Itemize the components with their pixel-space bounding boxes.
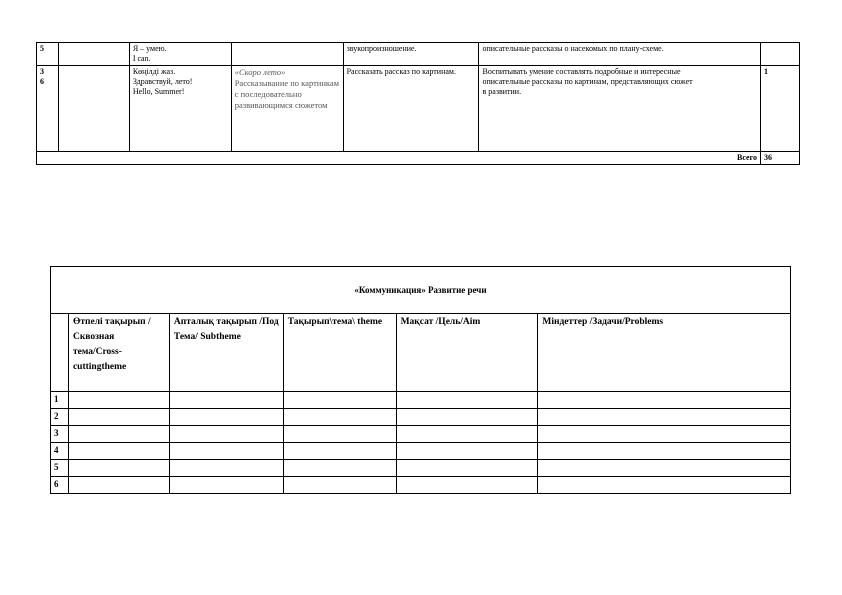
theme-title: «Скоро лето» — [234, 67, 286, 77]
subtheme-ru: Здравствуй, лето! — [132, 77, 193, 86]
table-row — [51, 409, 791, 426]
aim-cell: Рассказать рассказ по картинам. — [343, 66, 479, 152]
row-number-part: 3 — [40, 67, 44, 76]
theme-cell — [231, 66, 343, 152]
cell — [396, 443, 538, 460]
tasks-line: описательные рассказы по картинам, представляющих сюжет — [482, 77, 693, 86]
tasks-cell — [479, 66, 761, 152]
table-row — [37, 66, 800, 152]
row-number-part: 6 — [40, 77, 44, 86]
row-number: 6 — [51, 477, 69, 494]
row-number: 4 — [51, 443, 69, 460]
cell — [68, 409, 169, 426]
cell — [169, 443, 283, 460]
cell — [538, 443, 791, 460]
cell — [538, 460, 791, 477]
table-title: «Коммуникация» Развитие речи — [51, 267, 791, 314]
aim-cell: звукопроизношение. — [343, 43, 479, 66]
subtheme-en: I can. — [132, 54, 151, 63]
cell — [169, 477, 283, 494]
cell — [68, 443, 169, 460]
cell — [169, 392, 283, 409]
cell — [396, 460, 538, 477]
cell — [396, 409, 538, 426]
cell — [68, 477, 169, 494]
header-empty — [51, 314, 69, 392]
cell — [283, 443, 396, 460]
header-row — [51, 314, 791, 392]
cell — [396, 426, 538, 443]
cell — [283, 460, 396, 477]
header-theme: Тақырып\тема\ theme — [283, 314, 396, 392]
tasks-cell: описательные рассказы о насекомых по плану-схеме. — [479, 43, 761, 66]
subtheme-ru: Я – умею. — [132, 44, 167, 53]
theme-description: Рассказывание по картинкам с последовательно развивающимся сюжетом — [234, 78, 340, 110]
header-aim: Мақсат /Цель/Aim — [396, 314, 538, 392]
cell — [283, 477, 396, 494]
plan-table-top — [36, 42, 800, 165]
cell — [538, 392, 791, 409]
cell — [68, 460, 169, 477]
subtheme-en: Hello, Summer! — [132, 87, 185, 96]
empty-cell — [58, 43, 129, 66]
empty-cell — [231, 43, 343, 66]
hours-cell — [761, 43, 800, 66]
cell — [283, 409, 396, 426]
cell — [538, 477, 791, 494]
table-row — [51, 426, 791, 443]
total-label: Всего — [37, 152, 761, 165]
cell — [396, 477, 538, 494]
cell — [169, 426, 283, 443]
total-value: 36 — [761, 152, 800, 165]
row-number: 5 — [37, 43, 59, 66]
row-number: 1 — [51, 392, 69, 409]
cell — [169, 409, 283, 426]
tasks-line: Воспитывать умение составлять подробные и интересные — [482, 67, 681, 76]
tasks-line: в развитии. — [482, 87, 522, 96]
subtheme-cell — [129, 43, 231, 66]
header-subtheme: Апталық тақырып /Под Тема/ Subtheme — [169, 314, 283, 392]
cell — [538, 409, 791, 426]
row-number: 3 — [51, 426, 69, 443]
row-number — [37, 66, 59, 152]
row-number: 2 — [51, 409, 69, 426]
cell — [283, 392, 396, 409]
hours-cell: 1 — [761, 66, 800, 152]
subtheme-kz: Көңілді жаз. — [132, 67, 176, 76]
subtheme-cell — [129, 66, 231, 152]
header-tasks: Міндеттер /Задачи/Problems — [538, 314, 791, 392]
cell — [396, 392, 538, 409]
cell — [68, 426, 169, 443]
cell — [169, 460, 283, 477]
table-row — [51, 460, 791, 477]
table-row — [51, 392, 791, 409]
table-row — [37, 43, 800, 66]
plan-table-communication — [50, 266, 791, 494]
header-cross-theme: Өтпелі тақырып /Сквозная тема/Cross-cuttingtheme — [68, 314, 169, 392]
title-row — [51, 267, 791, 314]
cell — [68, 392, 169, 409]
cell — [283, 426, 396, 443]
total-row — [37, 152, 800, 165]
row-number: 5 — [51, 460, 69, 477]
empty-cell — [58, 66, 129, 152]
cell — [538, 426, 791, 443]
table-row — [51, 443, 791, 460]
table-row — [51, 477, 791, 494]
